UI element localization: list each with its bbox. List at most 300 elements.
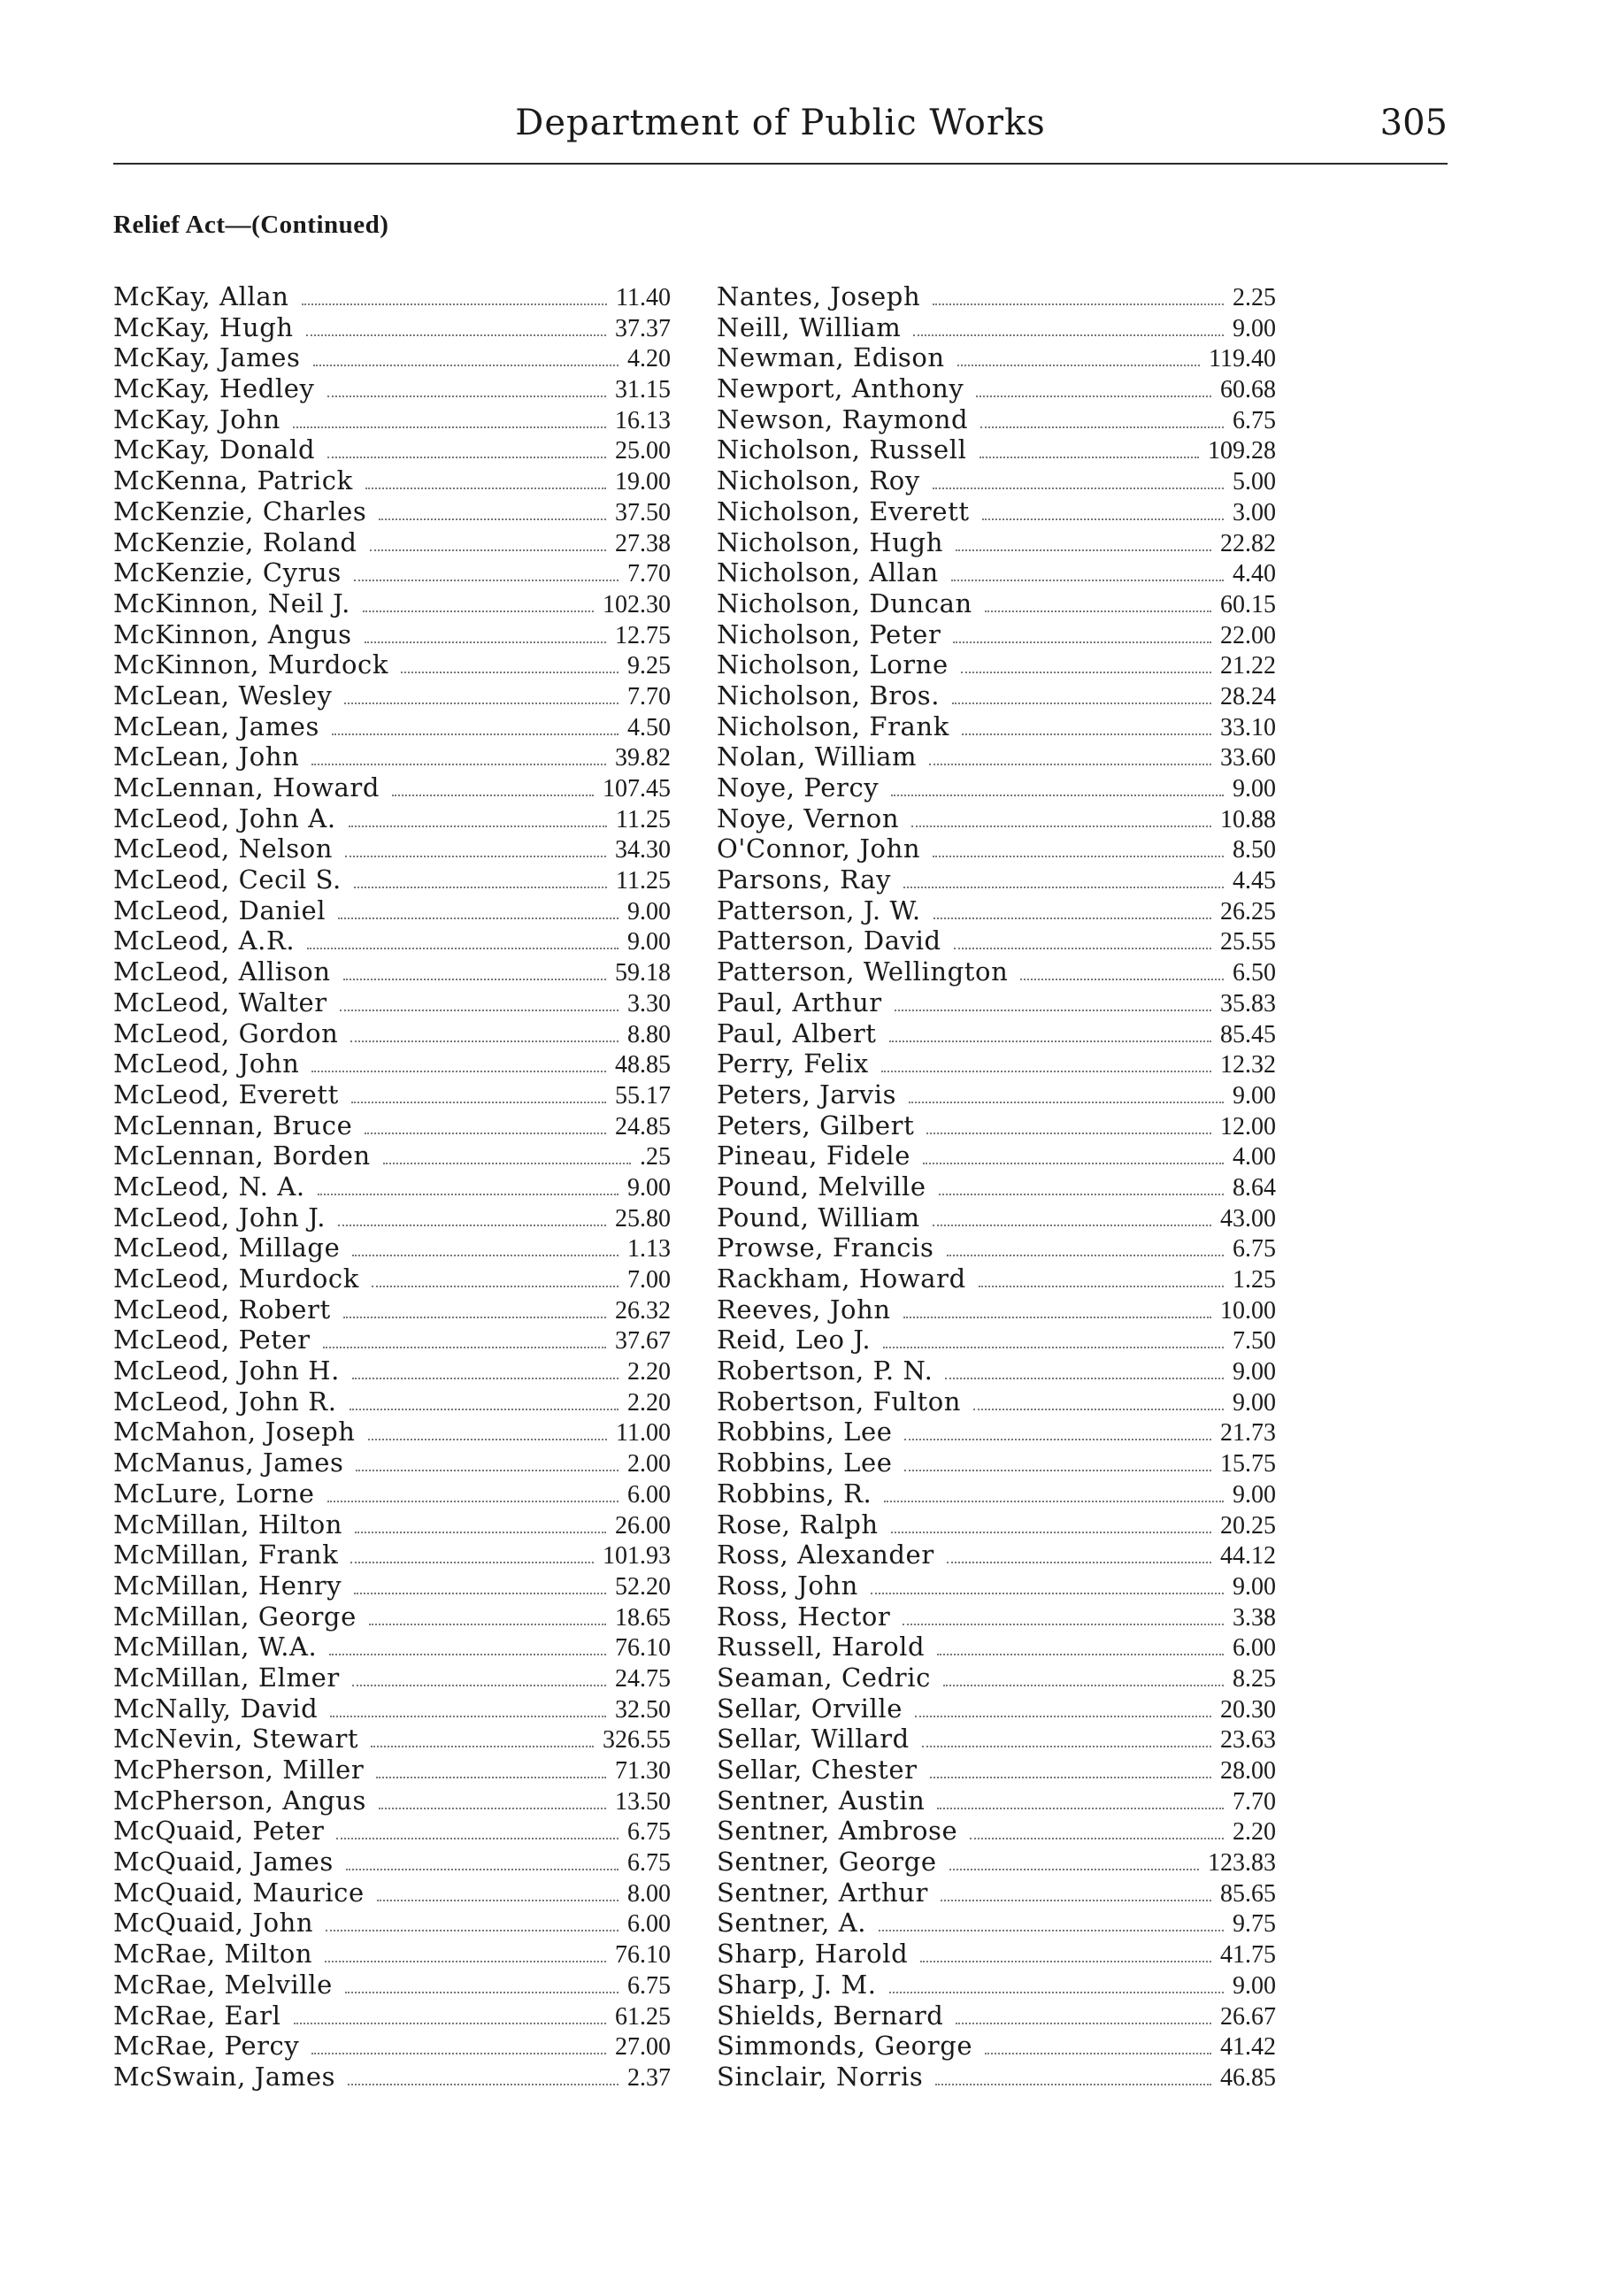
list-item <box>717 1693 1276 1724</box>
dot-leader <box>953 641 1211 643</box>
list-item <box>717 833 1276 864</box>
payee-name: McLeod, John H. <box>113 1355 340 1386</box>
payment-amount: 76.10 <box>615 1941 671 1970</box>
payment-amount: 21.22 <box>1220 652 1276 680</box>
list-item <box>717 342 1276 373</box>
list-item <box>113 711 671 742</box>
list-item <box>113 1939 671 1970</box>
payee-name: McLeod, Daniel <box>113 895 327 925</box>
payee-name: McKay, Hedley <box>113 373 315 404</box>
payee-name: Nolan, William <box>717 741 918 772</box>
list-item <box>113 1509 671 1540</box>
list-item <box>717 1079 1276 1110</box>
list-item <box>113 2062 671 2093</box>
payee-name: McQuaid, John <box>113 1908 314 1939</box>
dot-leader <box>311 764 606 765</box>
list-item <box>113 1171 671 1202</box>
payment-amount: 4.50 <box>627 713 671 741</box>
payment-amount: 11.00 <box>616 1419 671 1447</box>
list-item <box>113 1202 671 1233</box>
payee-name: McQuaid, Maurice <box>113 1877 365 1908</box>
list-item <box>717 895 1276 926</box>
list-item <box>113 1877 671 1908</box>
payee-name: McRae, Earl <box>113 2000 281 2031</box>
list-item <box>717 1048 1276 1079</box>
payment-amount: 5.00 <box>1233 468 1276 496</box>
list-item <box>113 1755 671 1785</box>
list-item <box>113 2031 671 2062</box>
payment-amount: 25.80 <box>615 1204 671 1232</box>
list-item <box>113 895 671 926</box>
payment-amount: 25.55 <box>1220 928 1276 956</box>
list-item <box>113 680 671 711</box>
list-item <box>113 557 671 588</box>
list-item <box>717 312 1276 343</box>
section-heading: Relief Act—(Continued) <box>113 211 389 239</box>
payment-amount: .25 <box>640 1143 671 1171</box>
dot-leader <box>325 1961 606 1962</box>
list-item <box>113 1232 671 1263</box>
payee-name: Paul, Albert <box>717 1017 877 1048</box>
dot-leader <box>349 825 607 827</box>
payment-amount: 123.83 <box>1208 1849 1276 1877</box>
payment-amount: 24.75 <box>615 1664 671 1693</box>
dot-leader <box>883 1347 1224 1348</box>
payment-amount: 34.30 <box>615 836 671 864</box>
payee-name: McRae, Percy <box>113 2031 300 2062</box>
dot-leader <box>370 549 606 551</box>
list-item <box>717 1294 1276 1325</box>
payment-amount: 32.50 <box>615 1695 671 1724</box>
payee-name: McKenzie, Roland <box>113 526 357 557</box>
payment-amount: 9.00 <box>1233 1081 1276 1110</box>
dot-leader <box>923 1163 1224 1164</box>
payee-name: McLeod, Walter <box>113 987 327 1017</box>
payment-amount: 28.24 <box>1220 682 1276 710</box>
list-item <box>113 434 671 465</box>
payment-amount: 12.32 <box>1220 1051 1276 1079</box>
payee-name: Noye, Vernon <box>717 802 900 833</box>
dot-leader <box>365 641 606 643</box>
payment-amount: 9.00 <box>1233 1971 1276 2000</box>
payment-amount: 37.50 <box>615 498 671 526</box>
dot-leader <box>922 1746 1211 1747</box>
dot-leader <box>344 703 618 704</box>
list-item <box>113 833 671 864</box>
payment-amount: 39.82 <box>615 744 671 772</box>
dot-leader <box>371 1746 594 1747</box>
list-item <box>717 619 1276 650</box>
payment-amount: 7.00 <box>627 1266 671 1294</box>
payee-name: McLeod, John <box>113 1048 300 1079</box>
dot-leader <box>372 1286 618 1287</box>
list-item <box>113 1079 671 1110</box>
dot-leader <box>903 1317 1211 1318</box>
payment-amount: 2.00 <box>627 1450 671 1478</box>
payee-name: Seaman, Cedric <box>717 1662 931 1693</box>
list-item <box>717 956 1276 987</box>
list-item <box>113 1386 671 1417</box>
dot-leader <box>307 948 618 949</box>
dot-leader <box>973 1409 1224 1410</box>
payment-amount: 33.60 <box>1220 744 1276 772</box>
dot-leader <box>368 1439 607 1440</box>
payee-name: Pineau, Fidele <box>717 1140 910 1171</box>
dot-leader <box>933 303 1224 305</box>
list-item <box>717 434 1276 465</box>
payment-amount: 9.00 <box>1233 1480 1276 1509</box>
dot-leader <box>889 1040 1211 1042</box>
list-item <box>717 649 1276 680</box>
dot-leader <box>956 549 1211 551</box>
list-item <box>717 1478 1276 1509</box>
list-item <box>717 987 1276 1018</box>
payment-amount: 9.00 <box>1233 314 1276 342</box>
payment-amount: 20.25 <box>1220 1511 1276 1540</box>
dot-leader <box>343 979 606 980</box>
list-item <box>113 1632 671 1662</box>
payment-amount: 26.67 <box>1220 2002 1276 2031</box>
payment-amount: 6.75 <box>627 1971 671 2000</box>
payment-amount: 6.75 <box>627 1818 671 1847</box>
dot-leader <box>327 1501 618 1502</box>
dot-leader <box>933 918 1211 919</box>
payee-name: Simmonds, George <box>717 2031 973 2062</box>
list-item <box>717 1785 1276 1816</box>
list-item <box>717 1570 1276 1601</box>
list-item <box>113 1816 671 1847</box>
payment-amount: 1.25 <box>1233 1266 1276 1294</box>
list-item <box>717 1325 1276 1355</box>
dot-leader <box>383 1163 631 1164</box>
list-item <box>113 1540 671 1570</box>
payee-name: McKay, Allan <box>113 281 289 311</box>
payee-name: Sentner, A. <box>717 1908 867 1939</box>
list-item <box>113 312 671 343</box>
payee-name: McLeod, Nelson <box>113 833 334 864</box>
list-item <box>113 2000 671 2031</box>
payment-amount: 9.00 <box>1233 1572 1276 1601</box>
payee-name: Nicholson, Lorne <box>717 649 949 680</box>
dot-leader <box>879 1930 1224 1931</box>
payment-amount: 102.30 <box>603 590 671 618</box>
payment-amount: 9.00 <box>627 928 671 956</box>
list-item <box>717 1263 1276 1294</box>
payee-name: McLennan, Borden <box>113 1140 371 1171</box>
payee-name: Pound, Melville <box>717 1171 926 1202</box>
payment-amount: 26.00 <box>615 1511 671 1540</box>
list-item <box>113 649 671 680</box>
list-item <box>717 1939 1276 1970</box>
dot-leader <box>311 2053 606 2054</box>
payment-amount: 41.42 <box>1220 2033 1276 2062</box>
dot-leader <box>401 672 618 673</box>
payment-amount: 43.00 <box>1220 1204 1276 1232</box>
payee-name: Ross, John <box>717 1570 858 1601</box>
dot-leader <box>302 303 608 305</box>
dot-leader <box>293 426 606 428</box>
payment-amount: 9.00 <box>627 897 671 925</box>
payee-name: Robbins, Lee <box>717 1417 893 1447</box>
list-item <box>113 1110 671 1141</box>
dot-leader <box>363 610 594 612</box>
payment-amount: 61.25 <box>615 2002 671 2031</box>
dot-leader <box>327 395 607 397</box>
list-item <box>717 1632 1276 1662</box>
payee-name: McLeod, N. A. <box>113 1171 305 1202</box>
dot-leader <box>929 764 1211 765</box>
list-item <box>717 1847 1276 1877</box>
dot-leader <box>985 2053 1211 2054</box>
list-item <box>717 680 1276 711</box>
dot-leader <box>962 733 1211 735</box>
left-column-list <box>113 281 671 2093</box>
payment-amount: 44.12 <box>1220 1542 1276 1570</box>
payee-name: Neill, William <box>717 311 902 342</box>
payee-name: Patterson, Wellington <box>717 956 1009 987</box>
dot-leader <box>1020 979 1224 980</box>
payment-amount: 3.30 <box>627 989 671 1017</box>
dot-leader <box>956 2023 1211 2024</box>
list-item <box>113 342 671 373</box>
dot-leader <box>379 518 606 520</box>
list-item <box>717 1755 1276 1785</box>
payee-name: McMillan, Elmer <box>113 1662 340 1693</box>
dot-leader <box>970 1838 1224 1839</box>
dot-leader <box>306 334 606 336</box>
payee-name: McKay, Hugh <box>113 311 294 342</box>
payee-name: Sinclair, Norris <box>717 2061 924 2092</box>
dot-leader <box>952 703 1211 704</box>
payment-amount: 52.20 <box>615 1572 671 1601</box>
list-item <box>113 465 671 496</box>
list-item <box>113 1417 671 1447</box>
list-item <box>113 1018 671 1049</box>
list-item <box>717 1970 1276 2000</box>
list-item <box>113 772 671 803</box>
list-item <box>717 741 1276 772</box>
payment-amount: 11.25 <box>616 805 671 833</box>
list-item <box>113 527 671 558</box>
payee-name: Nicholson, Frank <box>717 710 949 741</box>
payee-name: Sellar, Chester <box>717 1755 918 1785</box>
dot-leader <box>311 1071 606 1072</box>
list-item <box>717 864 1276 895</box>
payee-name: McLennan, Howard <box>113 772 380 802</box>
dot-leader <box>980 457 1199 458</box>
payee-name: Prowse, Francis <box>717 1232 934 1263</box>
dot-leader <box>937 1808 1224 1809</box>
payment-amount: 8.50 <box>1233 836 1276 864</box>
dot-leader <box>332 733 618 735</box>
list-item <box>113 1048 671 1079</box>
payee-name: Ross, Alexander <box>717 1540 934 1570</box>
dot-leader <box>947 1562 1211 1563</box>
list-item <box>717 1386 1276 1417</box>
dot-leader <box>909 1102 1224 1103</box>
payee-name: Shields, Bernard <box>717 2000 944 2031</box>
list-item <box>113 1140 671 1171</box>
dot-leader <box>871 1593 1224 1594</box>
list-item <box>113 1570 671 1601</box>
list-item <box>113 1724 671 1755</box>
payee-name: McMillan, George <box>113 1601 357 1632</box>
payment-amount: 326.55 <box>603 1726 671 1755</box>
payee-name: Nicholson, Hugh <box>717 526 943 557</box>
payment-amount: 4.45 <box>1233 867 1276 895</box>
payee-name: Pound, William <box>717 1202 920 1232</box>
list-item <box>717 1018 1276 1049</box>
dot-leader <box>356 1470 618 1471</box>
payment-amount: 28.00 <box>1220 1757 1276 1785</box>
dot-leader <box>926 1133 1211 1134</box>
payment-amount: 12.75 <box>615 621 671 649</box>
payment-amount: 33.10 <box>1220 713 1276 741</box>
dot-leader <box>336 1838 618 1839</box>
payment-amount: 6.50 <box>1233 959 1276 987</box>
dot-leader <box>354 887 607 888</box>
dot-leader <box>369 1624 606 1625</box>
dot-leader <box>891 795 1224 796</box>
right-column-list <box>717 281 1276 2093</box>
payee-name: McMillan, W.A. <box>113 1632 318 1662</box>
list-item <box>113 1447 671 1478</box>
list-item <box>113 1478 671 1509</box>
dot-leader <box>350 1409 618 1410</box>
list-item <box>717 1202 1276 1233</box>
dot-leader <box>937 1654 1224 1655</box>
list-item <box>717 557 1276 588</box>
payee-name: Nicholson, Peter <box>717 618 941 649</box>
dot-leader <box>350 1040 618 1042</box>
dot-leader <box>294 2023 606 2024</box>
payee-name: Sentner, Austin <box>717 1785 926 1816</box>
list-item <box>113 1847 671 1877</box>
payment-amount: 11.25 <box>616 867 671 895</box>
dot-leader <box>352 1255 618 1256</box>
payee-name: McKenzie, Cyrus <box>113 557 342 588</box>
payment-amount: 55.17 <box>615 1081 671 1110</box>
payee-name: Paul, Arthur <box>717 987 882 1017</box>
payment-amount: 60.68 <box>1220 376 1276 404</box>
list-item <box>113 1785 671 1816</box>
payment-amount: 6.00 <box>627 1910 671 1939</box>
dot-leader <box>933 488 1224 489</box>
payment-amount: 22.82 <box>1220 529 1276 557</box>
dot-leader <box>379 1808 606 1809</box>
payment-amount: 37.67 <box>615 1327 671 1355</box>
payee-name: McLeod, Murdock <box>113 1263 359 1294</box>
list-item <box>113 1970 671 2000</box>
payment-amount: 2.20 <box>1233 1818 1276 1847</box>
dot-leader <box>376 1777 606 1778</box>
dot-leader <box>949 1869 1199 1870</box>
payee-name: McNally, David <box>113 1693 319 1724</box>
payee-name: Sellar, Willard <box>717 1724 910 1755</box>
dot-leader <box>904 1470 1211 1471</box>
list-item <box>717 1140 1276 1171</box>
dot-leader <box>881 1071 1211 1072</box>
payment-amount: 60.15 <box>1220 590 1276 618</box>
payee-name: McLeod, Peter <box>113 1325 311 1355</box>
dot-leader <box>889 1992 1224 1993</box>
payment-amount: 119.40 <box>1209 345 1276 373</box>
list-item <box>113 496 671 527</box>
payee-name: O'Connor, John <box>717 833 921 864</box>
dot-leader <box>947 1255 1225 1256</box>
payee-name: Newport, Anthony <box>717 373 964 404</box>
list-item <box>717 1171 1276 1202</box>
list-item <box>717 373 1276 404</box>
payment-amount: 109.28 <box>1208 437 1276 465</box>
dot-leader <box>903 887 1224 888</box>
payee-name: Patterson, David <box>717 925 941 956</box>
dot-leader <box>930 1777 1211 1778</box>
list-item <box>717 803 1276 834</box>
payment-amount: 9.25 <box>627 652 671 680</box>
list-item <box>717 1877 1276 1908</box>
payee-name: McPherson, Miller <box>113 1755 365 1785</box>
list-item <box>113 1693 671 1724</box>
payee-name: Rose, Ralph <box>717 1509 879 1540</box>
dot-leader <box>913 334 1224 336</box>
list-item <box>717 465 1276 496</box>
page-header <box>113 99 1448 165</box>
payment-amount: 20.30 <box>1220 1695 1276 1724</box>
payment-amount: 2.37 <box>627 2063 671 2092</box>
payment-amount: 8.00 <box>627 1879 671 1908</box>
payment-amount: 12.00 <box>1220 1112 1276 1140</box>
payment-amount: 2.25 <box>1233 284 1276 311</box>
list-item <box>113 1601 671 1632</box>
dot-leader <box>345 1992 618 1993</box>
payee-name: Robertson, Fulton <box>717 1386 962 1417</box>
payment-amount: 27.00 <box>615 2033 671 2062</box>
payment-amount: 7.50 <box>1233 1327 1276 1355</box>
payee-name: Russell, Harold <box>717 1632 926 1662</box>
list-item <box>717 527 1276 558</box>
payee-name: Nantes, Joseph <box>717 281 921 311</box>
payee-name: Sellar, Orville <box>717 1693 903 1724</box>
payment-amount: 3.38 <box>1233 1603 1276 1632</box>
payment-amount: 11.40 <box>616 284 671 311</box>
payee-name: McKinnon, Murdock <box>113 649 389 680</box>
dot-leader <box>354 1593 606 1594</box>
dot-leader <box>352 1378 618 1379</box>
list-item <box>717 772 1276 803</box>
dot-leader <box>945 1378 1224 1379</box>
payee-name: Sharp, J. M. <box>717 1969 877 2000</box>
payee-name: McLean, James <box>113 710 320 741</box>
payee-name: McKenna, Patrick <box>113 465 353 496</box>
list-item <box>717 1908 1276 1939</box>
dot-leader <box>884 1501 1224 1502</box>
payee-name: McKinnon, Angus <box>113 618 352 649</box>
list-item <box>717 1110 1276 1141</box>
payee-name: Nicholson, Russell <box>717 434 967 465</box>
payment-amount: 6.00 <box>627 1480 671 1509</box>
payee-name: Nicholson, Duncan <box>717 587 972 618</box>
dot-leader <box>904 1439 1211 1440</box>
payee-name: McMillan, Henry <box>113 1570 342 1601</box>
payment-amount: 37.37 <box>615 314 671 342</box>
payee-name: McRae, Melville <box>113 1969 333 2000</box>
list-item <box>717 281 1276 312</box>
payment-amount: 25.00 <box>615 437 671 465</box>
payee-name: McLeod, John A. <box>113 802 336 833</box>
payment-amount: 85.65 <box>1220 1879 1276 1908</box>
list-item <box>717 925 1276 956</box>
